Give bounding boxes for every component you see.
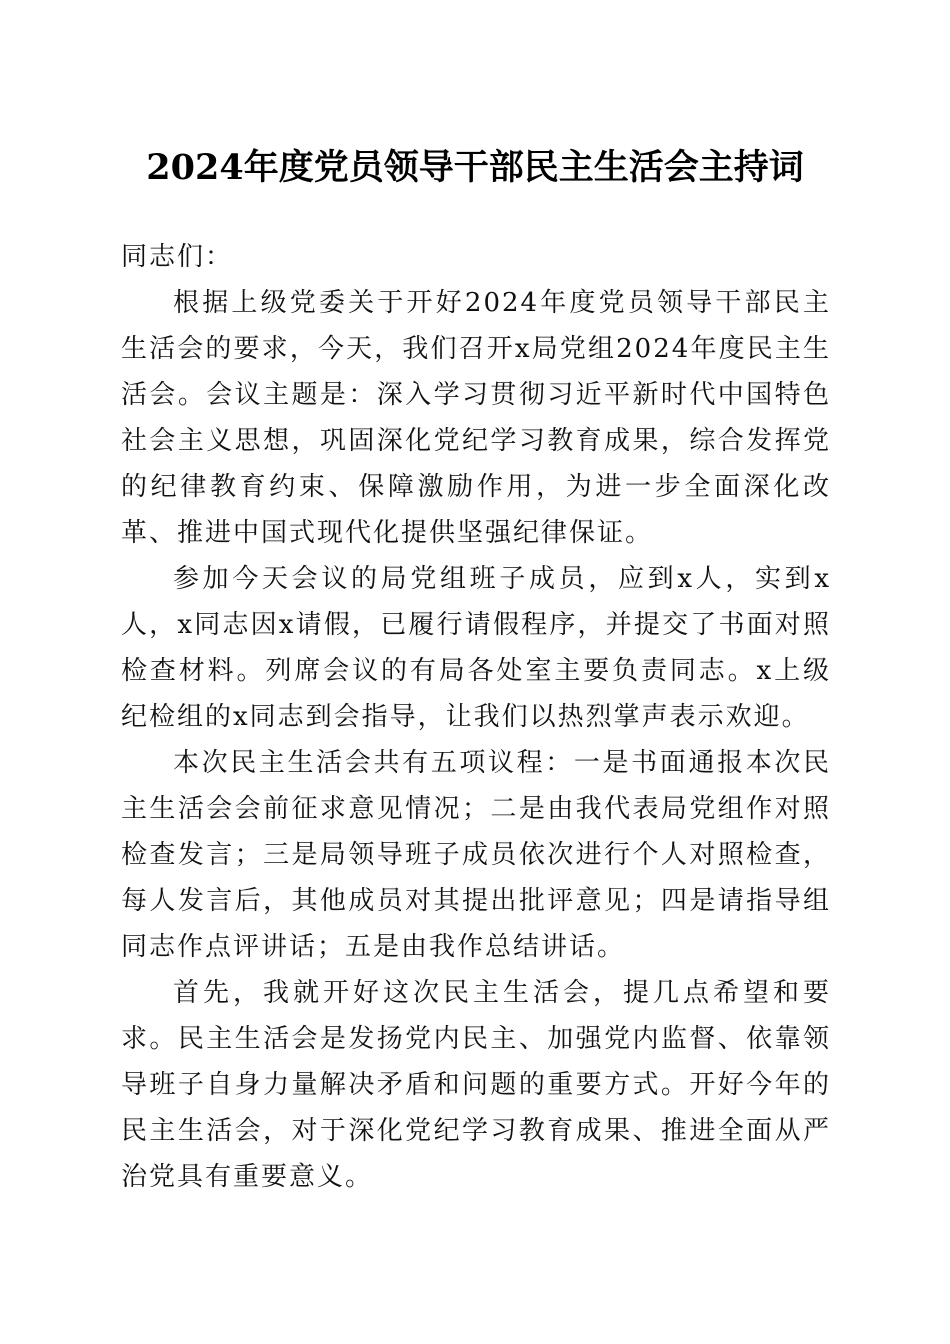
paragraph-agenda: 本次民主生活会共有五项议程：一是书面通报本次民主生活会会前征求意见情况；二是由我代表局党组作对照检查发言；三是局领导班子成员依次进行个人对照检查，每人发言后，其他成员对其提出批评意见；四是请指导组同志作点评讲话；五是由我作总结讲话。 (121, 748, 831, 962)
paragraph-meeting-purpose: 根据上级党委关于开好2024年度党员领导干部民主生活会的要求，今天，我们召开x局党组2024年度民主生活会。会议主题是：深入学习贯彻习近平新时代中国特色社会主义思想，巩固深化党纪学习教育成果，综合发挥党的纪律教育约束、保障激励作用，为进一步全面深化改革、推进中国式现代化提供坚强纪律保证。 (121, 288, 831, 548)
paragraph-attendance: 参加今天会议的局党组班子成员，应到x人，实到x人，x同志因x请假，已履行请假程序，并提交了书面对照检查材料。列席会议的有局各处室主要负责同志。x上级纪检组的x同志到会指导，让我们以热烈掌声表示欢迎。 (121, 564, 831, 732)
document-body (121, 234, 831, 1200)
document-title: 2024年度党员领导干部民主生活会主持词 (146, 147, 804, 188)
paragraph-requirements: 首先，我就开好这次民主生活会，提几点希望和要求。民主生活会是发扬党内民主、加强党内监督、依靠领导班子自身力量解决矛盾和问题的重要方式。开好今年的民主生活会，对于深化党纪学习教育成果、推进全面从严治党具有重要意义。 (121, 978, 831, 1192)
greeting: 同志们： (121, 242, 234, 272)
